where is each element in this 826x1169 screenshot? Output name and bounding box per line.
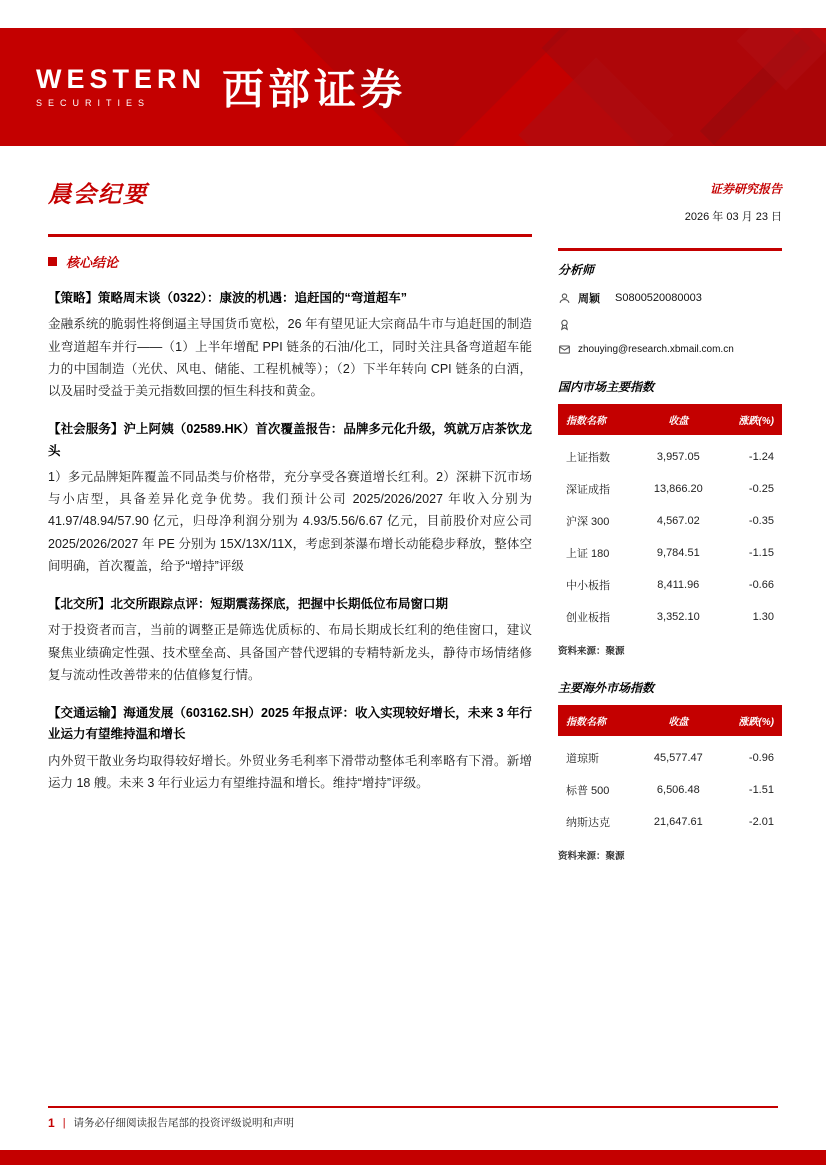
section-bullet-icon (48, 257, 57, 266)
table-row (558, 595, 782, 627)
article-body: 1）多元品牌矩阵覆盖不同品类与价格带，充分享受各赛道增长红利。2）深耕下沉市场与小店型，具备差异化竞争优势。我们预计公司 2025/2026/2027 年收入分别为 41.97/48.94/57.90 亿元，归母净利润分别为 4.93/5.56/6.67 亿元，目前股价对应公司 2025/2026/2027 年 PE 分别为 15X/13X/11X，考虑到茶瀑布增长动能稳步释放，整体空间明确，首次覆盖，给予“增持”评级 (48, 469, 532, 573)
index-change-cell: -0.96 (748, 751, 774, 764)
article-heading: 【北交所】北交所跟踪点评：短期震荡探底，把握中长期低位布局窗口期 (48, 597, 449, 611)
article-heading: 【社会服务】沪上阿姨（02589.HK）首次覆盖报告：品牌多元化升级，筑就万店茶饮龙头 (48, 422, 532, 458)
brand-logo-group (0, 28, 826, 146)
article-transportation (48, 703, 532, 794)
article-consumer-services (48, 419, 532, 577)
index-change-cell: 1.30 (752, 610, 774, 623)
analyst-certificate-row (558, 318, 782, 331)
column-header-name: 指数名称 (566, 717, 606, 728)
analyst-cert-number: S0800520080003 (615, 292, 702, 304)
table-row (558, 531, 782, 563)
article-body: 内外贸干散业务均取得较好增长。外贸业务毛利率下滑带动整体毛利率略有下滑。新增运力 18 艘。未来 3 年行业运力有望维持温和增长。维持“增持”评级。 (48, 753, 532, 790)
analyst-email-link[interactable]: zhouying@research.xbmail.com.cn (578, 344, 734, 355)
column-header-change: 涨跌(%) (738, 416, 774, 427)
index-close-cell: 3,352.10 (656, 610, 700, 623)
article-heading: 【策略】策略周末谈（0322）：康波的机遇：追赶国的“弯道超车” (48, 291, 408, 305)
index-change-cell: -1.15 (748, 546, 774, 559)
index-name-cell: 道琼斯 (566, 752, 599, 765)
index-close-cell: 4,567.02 (656, 514, 700, 527)
index-name-cell: 上证指数 (566, 451, 610, 464)
table-row (558, 800, 782, 832)
index-close-cell: 3,957.05 (656, 450, 700, 463)
index-close-cell: 8,411.96 (657, 578, 700, 591)
analyst-block (558, 248, 782, 356)
brand-banner (0, 28, 826, 146)
table-header-row (558, 404, 782, 435)
report-date: 2026 年 03 月 23 日 (684, 211, 782, 223)
certificate-icon (558, 318, 571, 331)
logo-subtext: SECURITIES (36, 98, 151, 108)
report-type-label: 证券研究报告 (709, 182, 782, 196)
table-row (558, 435, 782, 467)
overseas-index-title: 主要海外市场指数 (558, 681, 655, 695)
index-name-cell: 沪深 300 (566, 515, 610, 528)
index-close-cell: 6,506.48 (656, 783, 700, 796)
article-strategy (48, 288, 532, 402)
overseas-index-table (558, 705, 782, 832)
analyst-name: 周颖 (578, 293, 600, 305)
page-number: 1 (48, 1115, 55, 1130)
table-row (558, 768, 782, 800)
index-name-cell: 深证成指 (566, 483, 610, 496)
western-securities-logo (36, 66, 206, 108)
article-heading: 【交通运输】海通发展（603162.SH）2025 年报点评：收入实现较好增长，未来 3 年行业运力有望维持温和增长 (48, 706, 532, 742)
footer-disclaimer: 请务必仔细阅读报告尾部的投资评级说明和声明 (73, 1117, 295, 1129)
analyst-email-row (558, 343, 782, 356)
person-icon (558, 292, 571, 305)
column-header-close: 收盘 (668, 416, 689, 427)
index-change-cell: -2.01 (748, 815, 774, 828)
article-bse (48, 594, 532, 686)
index-name-cell: 创业板指 (566, 611, 610, 624)
column-header-change: 涨跌(%) (738, 717, 774, 728)
index-change-cell: -0.25 (748, 482, 774, 495)
domestic-index-table (558, 404, 782, 627)
page-title: 晨会纪要 (48, 181, 148, 207)
table-row (558, 736, 782, 768)
index-name-cell: 上证 180 (566, 547, 610, 560)
footer-separator: | (62, 1116, 66, 1129)
index-close-cell: 9,784.51 (656, 546, 700, 559)
section-core-conclusions (48, 252, 532, 271)
index-change-cell: -0.35 (748, 514, 774, 527)
index-close-cell: 45,577.47 (653, 751, 703, 764)
section-title: 核心结论 (66, 255, 119, 270)
index-change-cell: -1.24 (748, 450, 774, 463)
table-row (558, 499, 782, 531)
logo-wordmark: WESTERN (36, 64, 206, 94)
footer-divider (48, 1106, 778, 1108)
analyst-name-row (558, 290, 782, 306)
index-change-cell: -1.51 (748, 783, 774, 796)
table-row (558, 563, 782, 595)
table-row (558, 467, 782, 499)
article-body: 对于投资者而言，当前的调整正是筛选优质标的、布局长期成长红利的绝佳窗口，建议聚焦业绩确定性强、技术壁垒高、具备国产替代逻辑的专精特新龙头，静待市场情绪修复与流动性改善带来的估值修复行情。 (48, 623, 532, 682)
domestic-index-title: 国内市场主要指数 (558, 380, 655, 394)
sidebar (558, 180, 782, 862)
index-close-cell: 21,647.61 (653, 815, 703, 828)
data-source-note: 资料来源：聚源 (558, 646, 625, 657)
index-name-cell: 标普 500 (566, 784, 610, 797)
column-header-name: 指数名称 (566, 416, 606, 427)
data-source-note: 资料来源：聚源 (558, 851, 625, 862)
index-name-cell: 纳斯达克 (566, 816, 610, 829)
index-name-cell: 中小板指 (566, 579, 610, 592)
index-close-cell: 13,866.20 (653, 482, 703, 495)
index-change-cell: -0.66 (748, 578, 774, 591)
article-body: 金融系统的脆弱性将倒逼主导国货币宽松，26 年有望见证大宗商品牛市与追赶国的制造业弯道超车并行——（1）上半年增配 PPI 链条的石油/化工，同时关注具备弯道超车能力的中国制造（光伏、风电、储能、工程机械等）；（2）下半年转向 CPI 链条的白酒，以及届时受益于美元指数回摆的恒生科技和黄金。 (48, 317, 532, 398)
brand-name-chinese: 西部证券 (222, 66, 407, 113)
main-content (48, 176, 532, 794)
bottom-red-bar (0, 1150, 826, 1165)
envelope-icon (558, 343, 571, 356)
analyst-section-label: 分析师 (558, 263, 595, 277)
title-divider (48, 234, 532, 237)
column-header-close: 收盘 (668, 717, 689, 728)
footer (48, 1115, 294, 1130)
table-header-row (558, 705, 782, 736)
